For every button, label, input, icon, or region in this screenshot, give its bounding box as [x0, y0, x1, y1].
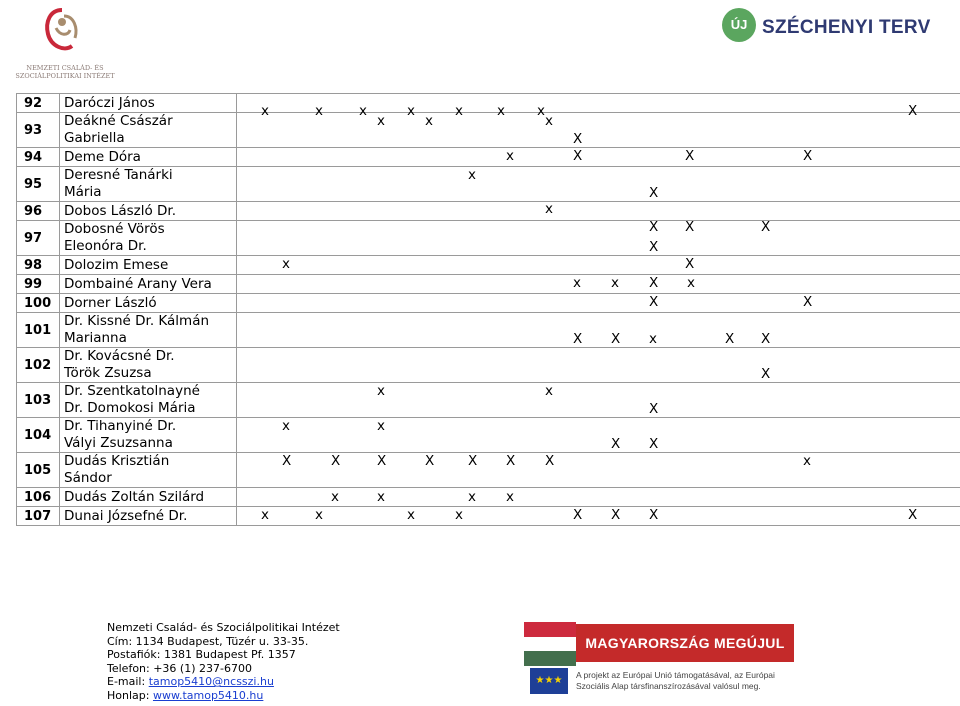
name-line: Marianna [64, 330, 127, 346]
participant-name [60, 453, 237, 488]
attendance-mark: x [506, 489, 514, 505]
attendance-mark: x [573, 275, 581, 291]
participant-name [60, 94, 237, 113]
row-number: 99 [17, 275, 60, 294]
uj-badge: ÚJ [722, 8, 756, 42]
name-line: Vályi Zsuzsanna [64, 435, 173, 451]
participant-name [60, 113, 237, 148]
participant-name [60, 313, 237, 348]
attendance-mark: x [468, 167, 476, 183]
table-row [17, 167, 960, 202]
attendance-mark: x [261, 103, 269, 119]
attendance-marks [237, 113, 960, 148]
attendance-mark: X [908, 103, 918, 119]
row-number: 93 [17, 113, 60, 148]
attendance-mark: X [468, 453, 478, 469]
attendance-mark: X [803, 294, 813, 310]
name-line: Deresné Tanárki [64, 167, 173, 183]
attendance-marks [237, 275, 960, 294]
attendance-mark: x [687, 275, 695, 291]
row-number: 103 [17, 383, 60, 418]
participant-name [60, 488, 237, 507]
attendance-mark: x [455, 103, 463, 119]
attendance-mark: x [377, 489, 385, 505]
table-row [17, 113, 960, 148]
attendance-mark: x [425, 113, 433, 129]
attendance-mark: X [649, 436, 659, 452]
attendance-mark: X [331, 453, 341, 469]
attendance-mark: X [685, 256, 695, 272]
table-row [17, 348, 960, 383]
table-row [17, 418, 960, 453]
attendance-mark: X [761, 219, 771, 235]
attendance-mark: x [407, 103, 415, 119]
attendance-marks [237, 167, 960, 202]
szechenyi-terv-text: SZÉCHENYI TERV [762, 17, 931, 38]
attendance-marks [237, 383, 960, 418]
table-row [17, 221, 960, 256]
participant-name [60, 148, 237, 167]
name-line: Daróczi János [64, 94, 155, 111]
attendance-mark: x [455, 507, 463, 523]
attendance-mark: x [282, 418, 290, 434]
attendance-mark: X [761, 366, 771, 382]
attendance-mark: x [315, 507, 323, 523]
attendance-marks [237, 348, 960, 383]
family-logo-icon [42, 6, 82, 54]
eu-funding-text [576, 670, 775, 692]
eu-funding-banner [524, 668, 794, 698]
row-number: 105 [17, 453, 60, 488]
participant-name [60, 167, 237, 202]
banner-text: MAGYARORSZÁG MEGÚJUL [576, 624, 794, 662]
footer-email-line [107, 675, 340, 689]
attendance-mark: X [611, 331, 621, 347]
attendance-mark: x [545, 113, 553, 129]
row-number: 94 [17, 148, 60, 167]
table-row [17, 275, 960, 294]
eu-line-2: Szociális Alap társfinanszírozásával valósul meg. [576, 681, 761, 691]
name-line: Dobosné Vörös [64, 221, 165, 237]
row-number: 101 [17, 313, 60, 348]
attendance-marks [237, 488, 960, 523]
name-line: Sándor [64, 470, 112, 486]
name-line: Dudás Krisztián [64, 453, 170, 469]
row-number: 98 [17, 256, 60, 275]
attendance-mark: x [545, 383, 553, 399]
attendance-mark: x [497, 103, 505, 119]
participant-name [60, 294, 237, 313]
attendance-mark: X [573, 507, 583, 523]
table-row [17, 453, 960, 488]
attendance-mark: X [506, 453, 516, 469]
attendance-mark: X [685, 219, 695, 235]
attendance-mark: x [506, 148, 514, 164]
name-line: Deme Dóra [64, 148, 141, 165]
table-row [17, 488, 960, 507]
attendance-mark: x [468, 489, 476, 505]
participant-name [60, 221, 237, 256]
row-number: 97 [17, 221, 60, 256]
name-line: Dr. Kissné Dr. Kálmán [64, 313, 210, 329]
attendance-marks [237, 148, 960, 167]
row-number: 104 [17, 418, 60, 453]
participants-table [16, 93, 960, 526]
attendance-mark: X [573, 331, 583, 347]
row-number: 102 [17, 348, 60, 383]
name-line: Dudás Zoltán Szilárd [64, 488, 205, 505]
footer-org: Nemzeti Család- és Szociálpolitikai Intézet [107, 621, 340, 634]
attendance-mark: x [377, 113, 385, 129]
attendance-mark: X [649, 275, 659, 291]
magyarorszag-megujul-banner [524, 622, 794, 666]
name-line: Török Zsuzsa [64, 365, 152, 381]
email-label: E-mail: [107, 675, 149, 689]
attendance-mark: X [282, 453, 292, 469]
attendance-mark: X [685, 148, 695, 164]
table-row [17, 148, 960, 167]
attendance-mark: X [611, 507, 621, 523]
attendance-mark: x [611, 275, 619, 291]
participant-name [60, 507, 237, 526]
attendance-marks [237, 256, 960, 275]
attendance-marks [237, 201, 960, 235]
attendance-mark: X [725, 331, 735, 347]
name-line: Dr. Tihanyiné Dr. [64, 418, 177, 434]
participant-name [60, 383, 237, 418]
attendance-mark: x [331, 489, 339, 505]
row-number: 92 [17, 94, 60, 113]
name-line: Dr. Domokosi Mária [64, 400, 196, 416]
attendance-mark: X [649, 294, 659, 310]
footer-web-line [107, 689, 340, 703]
eu-line-1: A projekt az Európai Unió támogatásával, az Európai [576, 670, 775, 680]
attendance-marks [237, 221, 960, 256]
row-number: 95 [17, 167, 60, 202]
participant-name [60, 256, 237, 275]
name-line: Dombainé Arany Vera [64, 275, 212, 292]
attendance-mark: x [407, 507, 415, 523]
name-line: Dolozim Emese [64, 256, 169, 273]
attendance-mark: x [803, 453, 811, 469]
row-number: 106 [17, 488, 60, 507]
table-row [17, 94, 960, 113]
attendance-mark: X [377, 453, 387, 469]
attendance-mark: X [649, 185, 659, 201]
table-row [17, 313, 960, 348]
row-number: 100 [17, 294, 60, 313]
attendance-mark: x [261, 507, 269, 523]
attendance-mark: X [803, 148, 813, 164]
attendance-mark: X [545, 453, 555, 469]
participant-name [60, 275, 237, 294]
email-link[interactable]: tamop5410@ncsszi.hu [148, 675, 274, 689]
institute-logo [10, 6, 115, 86]
name-line: Dunai Józsefné Dr. [64, 507, 188, 524]
hungarian-flag-icon [524, 622, 576, 666]
attendance-mark: X [908, 507, 918, 523]
name-line: Dr. Kovácsné Dr. [64, 348, 175, 364]
szechenyi-terv-logo [722, 8, 952, 48]
name-line: Eleonóra Dr. [64, 238, 147, 254]
attendance-marks [237, 453, 960, 488]
attendance-mark: X [573, 148, 583, 164]
table-row [17, 294, 960, 313]
footer-phone: Telefon: +36 (1) 237-6700 [107, 661, 252, 675]
attendance-mark: x [545, 201, 553, 217]
attendance-mark: x [649, 331, 657, 347]
institute-logo-text: NEMZETI CSALÁD- ÉS SZOCIÁLPOLITIKAI INTÉZET [15, 64, 115, 80]
row-number: 96 [17, 202, 60, 221]
footer-address: Cím: 1134 Budapest, Tüzér u. 33-35. [107, 634, 309, 648]
table-row [17, 256, 960, 275]
footer-pobox: Postafiók: 1381 Budapest Pf. 1357 [107, 648, 296, 662]
attendance-marks [237, 418, 960, 453]
attendance-mark: X [649, 239, 659, 255]
name-line: Gabriella [64, 130, 125, 146]
web-link[interactable]: www.tamop5410.hu [152, 688, 264, 702]
attendance-marks [237, 313, 960, 348]
table-row [17, 202, 960, 221]
web-label: Honlap: [107, 688, 153, 702]
table-row [17, 383, 960, 418]
attendance-mark: X [649, 219, 659, 235]
name-line: Dr. Szentkatolnayné [64, 383, 200, 399]
participant-name [60, 348, 237, 383]
table-row [17, 507, 960, 526]
attendance-mark: X [611, 436, 621, 452]
name-line: Deákné Császár [64, 113, 173, 129]
participant-name [60, 202, 237, 221]
attendance-mark: x [537, 103, 545, 119]
participant-name [60, 418, 237, 453]
name-line: Dobos László Dr. [64, 202, 177, 219]
attendance-mark: x [315, 103, 323, 119]
row-number: 107 [17, 507, 60, 526]
attendance-mark: x [377, 418, 385, 434]
attendance-mark: X [649, 401, 659, 417]
attendance-marks [237, 94, 960, 119]
name-line: Dorner László [64, 294, 157, 311]
attendance-mark: X [573, 131, 583, 147]
footer-contact [107, 621, 340, 703]
name-line: Mária [64, 184, 102, 200]
attendance-mark: x [359, 103, 367, 119]
attendance-mark: x [377, 383, 385, 399]
attendance-mark: X [761, 331, 771, 347]
attendance-mark: X [649, 507, 659, 523]
attendance-mark: x [282, 256, 290, 272]
attendance-mark: X [425, 453, 435, 469]
attendance-marks [237, 507, 960, 526]
eu-flag-icon: ★★★ [530, 668, 568, 694]
attendance-marks [237, 294, 960, 313]
